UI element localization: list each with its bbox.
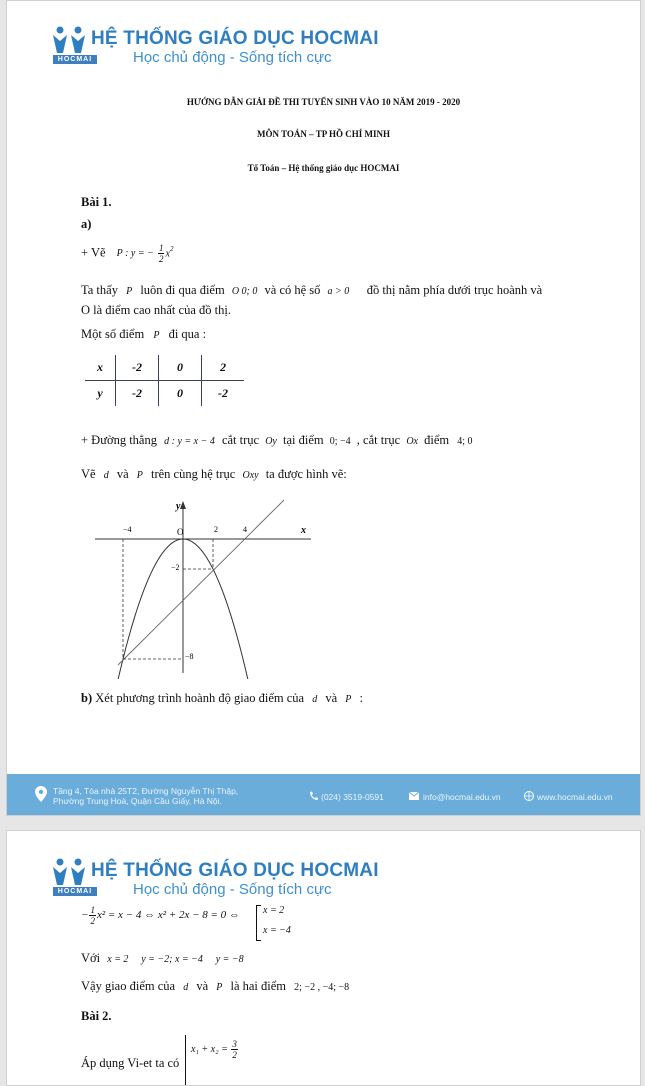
line-d <box>118 500 284 665</box>
fraction-num: 1 <box>158 243 164 253</box>
colon: : <box>359 691 363 705</box>
table-cell: y <box>85 381 116 407</box>
values-table <box>85 355 244 406</box>
bai1-part-a: a) <box>81 217 92 231</box>
logo-slogan: Học chủ động - Sống tích cực <box>133 49 332 66</box>
mot-so-diem-line <box>81 327 206 342</box>
logo-brand-text: HỆ THỐNG GIÁO DỤC HOCMAI <box>91 860 379 881</box>
d-symbol-3: d <box>183 982 189 993</box>
ta-thay-line <box>81 283 542 298</box>
table-cell: 2 <box>202 355 245 381</box>
page-footer <box>7 774 640 815</box>
bai2-heading: Bài 2. <box>81 1009 112 1023</box>
text-voi: Với <box>81 951 101 965</box>
text-duong-thang: + Đường thẳng <box>81 433 157 447</box>
text-di-qua: đi qua : <box>168 327 207 341</box>
tick-y-neg2: −2 <box>171 563 180 572</box>
text-la-hai-diem: là hai điểm <box>230 979 287 993</box>
voi-math: x = 2 ⃞ y = −2; x = −4 ⃞ y = −8 <box>107 954 244 965</box>
logo-tag: HOCMAI <box>53 55 97 64</box>
a-condition: a > 0 ⃞ <box>327 286 360 297</box>
tick-x-neg4: −4 <box>123 525 132 534</box>
doc-subject: MÔN TOÁN – TP HỒ CHÍ MINH <box>256 129 390 139</box>
p-equation: P : y = − <box>116 248 154 260</box>
point-4-0: 4; 0 <box>457 436 473 447</box>
origin-label: O <box>177 527 184 537</box>
text-cat-truc-2: , cắt trục <box>356 433 401 447</box>
vieta-sum: x₁ + x₂ = <box>191 1043 228 1055</box>
footer-phone[interactable]: (024) 3519-0591 <box>321 792 384 802</box>
p-symbol-2: P <box>153 330 160 341</box>
p-symbol-3: P <box>136 470 143 481</box>
ve-p-line <box>81 243 173 264</box>
text-tai-diem: tại điểm <box>283 433 324 447</box>
document-page-2 <box>6 830 641 1086</box>
p-symbol-5: P <box>216 982 223 993</box>
footer-website[interactable]: www.hocmai.edu.vn <box>537 792 613 802</box>
text-cat-truc: cắt trục <box>221 433 260 447</box>
logo-slogan: Học chủ động - Sống tích cực <box>133 881 332 898</box>
phone-icon <box>309 791 318 801</box>
text-do-thi: đồ thị nằm phía dưới trục hoành và <box>366 283 543 297</box>
x-var: x <box>165 248 170 260</box>
p-symbol: P <box>126 286 133 297</box>
fraction-den: 2 <box>90 916 95 926</box>
tick-x-2: 2 <box>214 525 218 534</box>
footer-address-2: Phường Trung Hoà, Quận Cầu Giấy, Hà Nội. <box>53 796 222 806</box>
fraction-num: 1 <box>90 905 95 915</box>
table-cell: 0 <box>159 355 202 381</box>
fraction-three-half <box>231 1039 238 1060</box>
footer-email[interactable]: info@hocmai.edu.vn <box>423 792 501 802</box>
fraction-num: 3 <box>232 1039 237 1049</box>
text-ta-duoc-hinh-ve: ta được hình vẽ: <box>265 467 347 481</box>
text-diem: điểm <box>424 433 450 447</box>
function-graph <box>91 495 321 679</box>
table-cell: 0 <box>159 381 202 407</box>
intersection-points: 2; −2 , −4; −8 <box>294 982 350 993</box>
vieta-eq <box>191 1039 239 1060</box>
logo-brand-text: HỆ THỐNG GIÁO DỤC HOCMAI <box>91 28 379 49</box>
d-equation: d : y = x − 4 <box>164 436 215 447</box>
table-cell: -2 <box>116 355 159 381</box>
parabola-curve <box>116 539 250 679</box>
o-highest-line: O là điểm cao nhất của đồ thị. <box>81 303 231 317</box>
doc-title: HƯỚNG DẪN GIẢI ĐỀ THI TUYỂN SINH VÀO 10 NĂM 2019 - 2020 <box>186 97 461 107</box>
footer-address-1: Tầng 4, Tòa nhà 25T2, Đường Nguyễn Thị Thập, <box>53 786 239 796</box>
text-ta-thay: Ta thấy <box>81 283 118 297</box>
text-mot-so-diem: Một số điểm <box>81 327 145 341</box>
text-va-2: và <box>325 691 338 705</box>
bai1-heading: Bài 1. <box>81 195 112 209</box>
globe-icon <box>524 791 534 801</box>
table-cell: -2 <box>116 381 159 407</box>
hocmai-logo-icon <box>51 25 95 55</box>
text-va-co-he-so: và có hệ số <box>264 283 321 297</box>
d-symbol-2: d <box>312 694 318 705</box>
square-exponent: 2 <box>169 245 174 254</box>
ve-d-p-line <box>81 467 347 482</box>
oy-axis: Oy <box>265 436 277 447</box>
voi-line <box>81 951 244 966</box>
oxy-system: Oxy <box>242 470 259 481</box>
sys-x-neg4: x = −4 <box>263 925 291 936</box>
part-b-text: Xét phương trình hoành độ giao điểm của <box>95 691 305 705</box>
vieta-line: Áp dụng Vi-et ta có <box>81 1056 180 1070</box>
ox-axis: Ox <box>406 436 418 447</box>
tick-y-neg8: −8 <box>185 652 194 661</box>
text-va-3: và <box>196 979 209 993</box>
ve-text: + Vẽ <box>81 245 106 260</box>
doc-team: Tổ Toán – Hệ thống giáo dục HOCMAI <box>247 163 400 173</box>
point-0-neg4: 0; −4 <box>329 436 351 447</box>
logo-tag: HOCMAI <box>53 887 97 896</box>
text-ve: Vẽ <box>81 467 96 481</box>
tick-x-4: 4 <box>243 525 247 534</box>
fraction-half <box>158 243 165 264</box>
part-b-label: b) <box>81 691 93 705</box>
table-cell: -2 <box>218 386 228 400</box>
x-axis-label: x <box>301 525 306 536</box>
vieta-brace <box>185 1035 190 1085</box>
table-row <box>85 355 244 381</box>
system-bracket <box>256 905 261 941</box>
mail-icon <box>409 792 419 800</box>
y-axis-arrow <box>180 501 186 509</box>
p-symbol-4: P <box>345 694 352 705</box>
text-tren-cung-he-truc: trên cùng hệ trục <box>151 467 236 481</box>
vay-line <box>81 979 349 994</box>
eq-minus: − <box>81 909 89 922</box>
fraction-den: 2 <box>158 254 164 264</box>
fraction-half-2 <box>89 905 96 926</box>
text-vay: Vậy giao điểm của <box>81 979 176 993</box>
duong-thang-line <box>81 433 473 448</box>
table-row <box>85 381 244 407</box>
map-pin-icon <box>35 786 47 802</box>
eq-rest: x² = x − 4 ⇔ x² + 2x − 8 = 0 ⇔ <box>96 909 240 922</box>
origin-point: O 0; 0 <box>231 286 258 297</box>
d-symbol: d <box>103 470 109 481</box>
y-axis-label: y <box>176 501 181 512</box>
document-page-1 <box>6 0 641 816</box>
text-luon-di-qua: luôn đi qua điểm <box>140 283 225 297</box>
part-b-line <box>81 691 363 706</box>
text-va: và <box>116 467 129 481</box>
table-cell: x <box>85 355 116 381</box>
sys-x-2: x = 2 <box>263 905 285 916</box>
equation-line <box>81 905 240 926</box>
fraction-den: 2 <box>232 1050 237 1060</box>
hocmai-logo-icon <box>51 857 95 887</box>
